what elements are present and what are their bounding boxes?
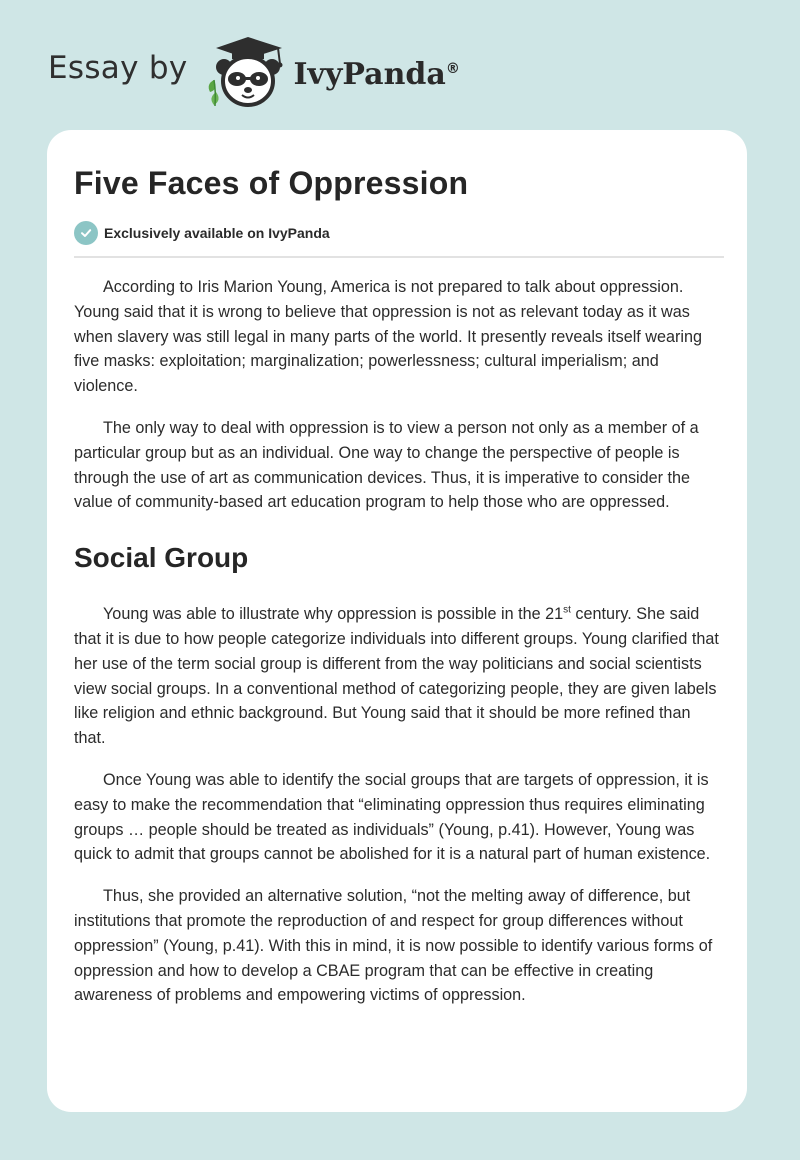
paragraph: According to Iris Marion Young, America is not prepared to talk about oppression. Young said that it is wrong to believe that oppression is not as relevant today as it was when slavery was still legal in many parts of the world. It presently reveals itself wearing five masks: exploitation; marginalization; powerlessness; cultural imperialism; and violence. bbox=[74, 278, 702, 396]
brand-prefix: Essay by bbox=[48, 50, 188, 86]
paragraph-text: century. She said that it is due to how people categorize individuals into different groups. Young clarified that her use of the term social group is different from the way politicians and social scientists view social groups. In a conventional method of categorizing people, they are given labels like religion and ethnic background. But Young said that it should be more refined than that. bbox=[74, 605, 719, 748]
site-logo[interactable] bbox=[48, 34, 460, 110]
ordinal-suffix: st bbox=[563, 604, 571, 616]
essay-title: Five Faces of Oppression bbox=[74, 165, 469, 201]
paragraph-text: Young was able to illustrate why oppression is possible in the 21 bbox=[103, 605, 564, 624]
essay-card bbox=[47, 130, 747, 1112]
brand-name-text: IvyPanda bbox=[293, 56, 446, 92]
exclusive-badge bbox=[74, 220, 724, 246]
paragraph bbox=[74, 602, 724, 751]
check-circle-icon bbox=[74, 221, 98, 245]
registered-mark: ® bbox=[445, 60, 460, 77]
paragraph: Once Young was able to identify the social groups that are targets of oppression, it is easy to make the recommendation that “eliminating oppression thus requires eliminating groups … people should be treated as individuals” (Young, p.41). However, Young was quick to admit that groups cannot be abolished for it is a natural part of human existence. bbox=[74, 770, 711, 864]
panda-mascot-icon bbox=[202, 34, 290, 110]
paragraph: The only way to deal with oppression is to view a person not only as a member of a particular group but as an individual. One way to change the perspective of people is through the use of art as communication devices. Thus, it is imperative to consider the value of community-based art education program to help those who are oppressed. bbox=[74, 418, 699, 512]
brand-name bbox=[294, 57, 460, 92]
section-heading: Social Group bbox=[74, 542, 249, 574]
exclusive-badge-label: Exclusively available on IvyPanda bbox=[104, 225, 330, 241]
paragraph: Thus, she provided an alternative solution, “not the melting away of difference, but institutions that promote the reproduction of and respect for group differences without oppression” (Young, p.41). With this in mind, it is now possible to identify various forms of oppression and how to develop a CBAE program that can be effective in creating awareness of problems and empowering victims of oppression. bbox=[74, 887, 713, 1005]
divider bbox=[74, 256, 724, 258]
essay-content bbox=[74, 160, 724, 1008]
